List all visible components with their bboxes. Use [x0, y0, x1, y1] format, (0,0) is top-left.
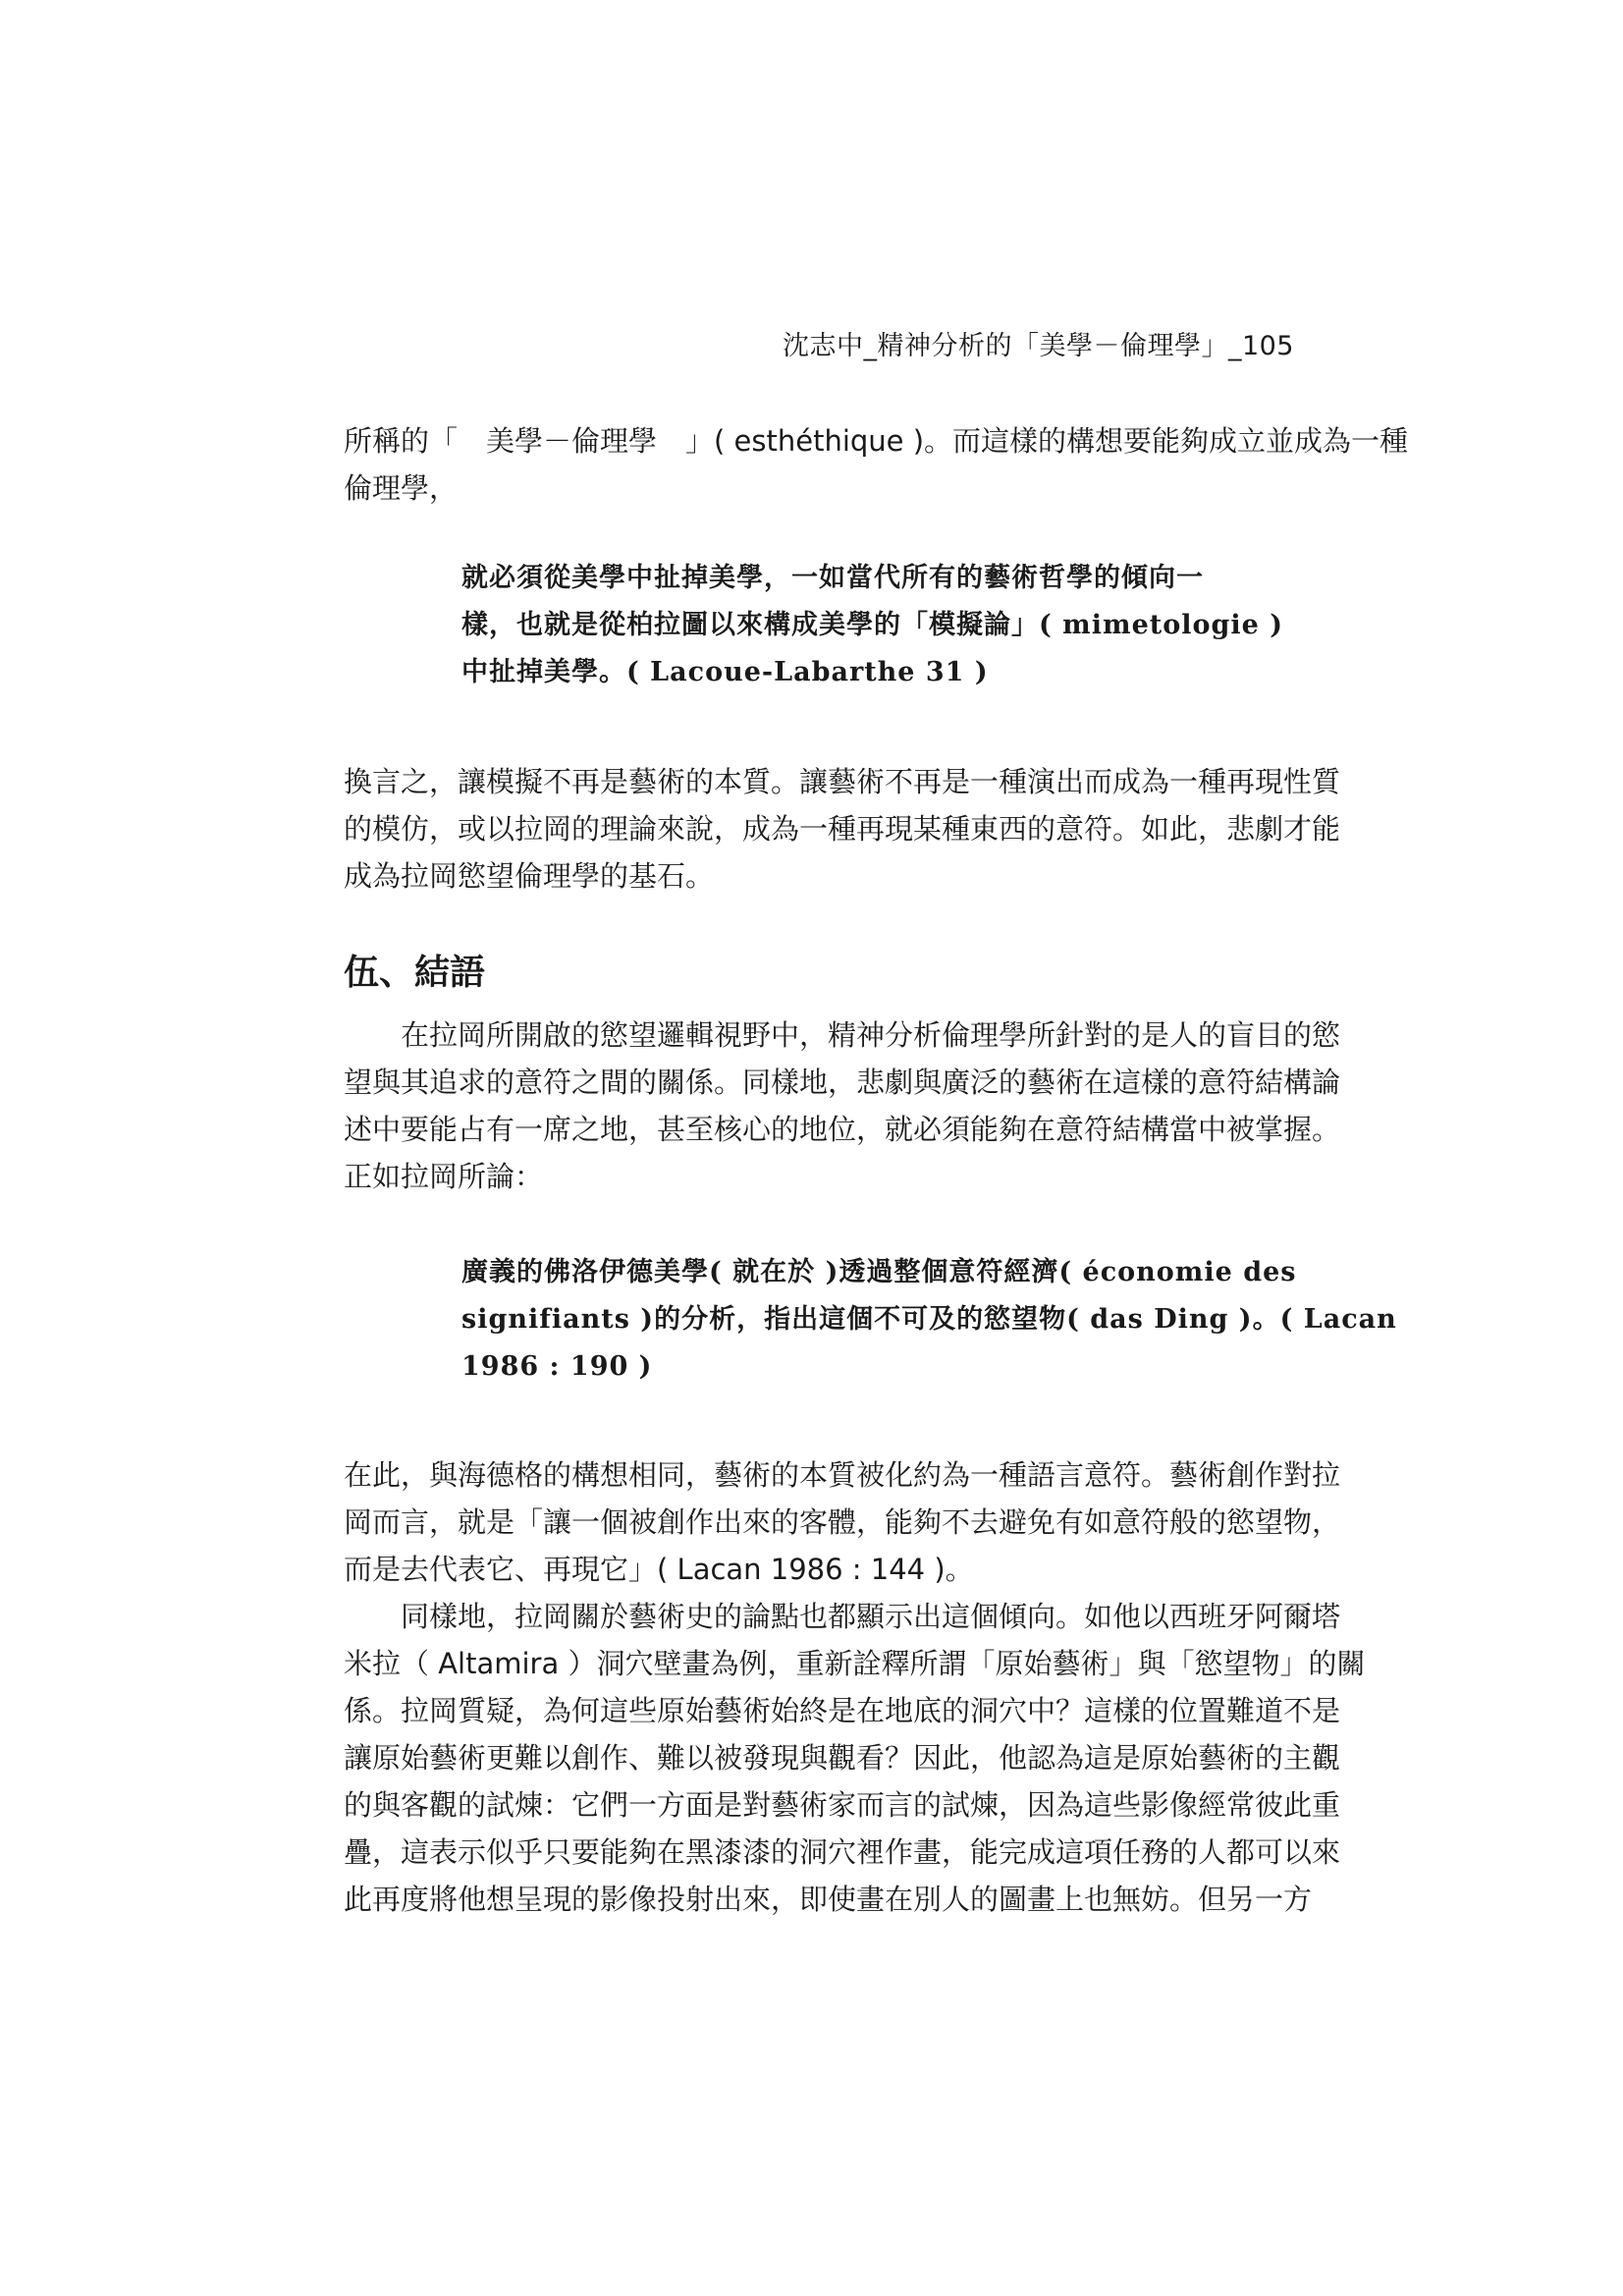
paragraph-line: 在此，與海德格的構想相同，藝術的本質被化約為一種語言意符。藝術創作對拉 [344, 1458, 1341, 1492]
block-quote-1 [461, 555, 1283, 696]
paragraph-line: 成為拉岡慾望倫理學的基石。 [344, 859, 715, 893]
quote-line: 廣義的佛洛伊德美學( 就在於 )透過整個意符經濟( économie des [461, 1257, 1297, 1287]
paragraph-line: 疊，這表示似乎只要能夠在黑漆漆的洞穴裡作畫，能完成這項任務的人都可以來 [344, 1835, 1341, 1869]
paragraph-line: 正如拉岡所論： [344, 1160, 544, 1193]
paragraph-line: 岡而言，就是「讓一個被創作出來的客體，能夠不去避免有如意符般的慾望物， [344, 1505, 1341, 1539]
paragraph-1 [344, 417, 1409, 512]
quote-line: 1986 : 190 ) [461, 1351, 653, 1382]
paragraph-5 [344, 1593, 1366, 1923]
paragraph-line: 而是去代表它、再現它」( Lacan 1986 : 144 )。 [344, 1553, 974, 1586]
quote-line: 樣，也就是從柏拉圖以來構成美學的「模擬論」( mimetologie ) [461, 610, 1283, 640]
running-head: 沈志中_精神分析的「美學－倫理學」_105 [782, 331, 1294, 361]
paragraph-line: 望與其追求的意符之間的關係。同樣地，悲劇與廣泛的藝術在這樣的意符結構論 [344, 1066, 1341, 1099]
paragraph-line: 的與客觀的試煉：它們一方面是對藝術家而言的試煉，因為這些影像經常彼此重 [344, 1788, 1341, 1822]
quote-line: 就必須從美學中扯掉美學，一如當代所有的藝術哲學的傾向一 [461, 563, 1204, 593]
paragraph-line: 倫理學， [344, 471, 459, 505]
paragraph-line: 係。拉岡質疑，為何這些原始藝術始終是在地底的洞穴中？這樣的位置難道不是 [344, 1694, 1341, 1727]
paragraph-line: 的模仿，或以拉岡的理論來說，成為一種再現某種東西的意符。如此，悲劇才能 [344, 812, 1341, 846]
paragraph-line: 米拉（ Altamira ）洞穴壁畫為例，重新詮釋所謂「原始藝術」與「慾望物」的關 [344, 1647, 1366, 1680]
quote-line: signifiants )的分析，指出這個不可及的慾望物( das Ding )。( Lacan [461, 1304, 1397, 1335]
section-heading: 伍、結語 [344, 953, 486, 993]
quote-line: 中扯掉美學。( Lacoue-Labarthe 31 ) [461, 657, 989, 687]
block-quote-2 [461, 1249, 1397, 1391]
paragraph-4 [344, 1451, 1341, 1593]
paragraph-line: 在拉岡所開啟的慾望邏輯視野中，精神分析倫理學所針對的是人的盲目的慾 [401, 1018, 1341, 1052]
paragraph-line: 述中要能占有一席之地，甚至核心的地位，就必須能夠在意符結構當中被掌握。 [344, 1113, 1341, 1146]
paragraph-line: 同樣地，拉岡關於藝術史的論點也都顯示出這個傾向。如他以西班牙阿爾塔 [401, 1600, 1341, 1633]
paragraph-line: 換言之，讓模擬不再是藝術的本質。讓藝術不再是一種演出而成為一種再現性質 [344, 765, 1341, 798]
paragraph-2 [344, 758, 1341, 900]
paragraph-3 [344, 1011, 1341, 1200]
paragraph-line: 此再度將他想呈現的影像投射出來，即使畫在別人的圖畫上也無妨。但另一方 [344, 1883, 1313, 1916]
paragraph-line: 讓原始藝術更難以創作、難以被發現與觀看？因此，他認為這是原始藝術的主觀 [344, 1741, 1341, 1775]
paragraph-line: 所稱的「 美學－倫理學 」( esthéthique )。而這樣的構想要能夠成立並成為一種 [344, 424, 1409, 458]
